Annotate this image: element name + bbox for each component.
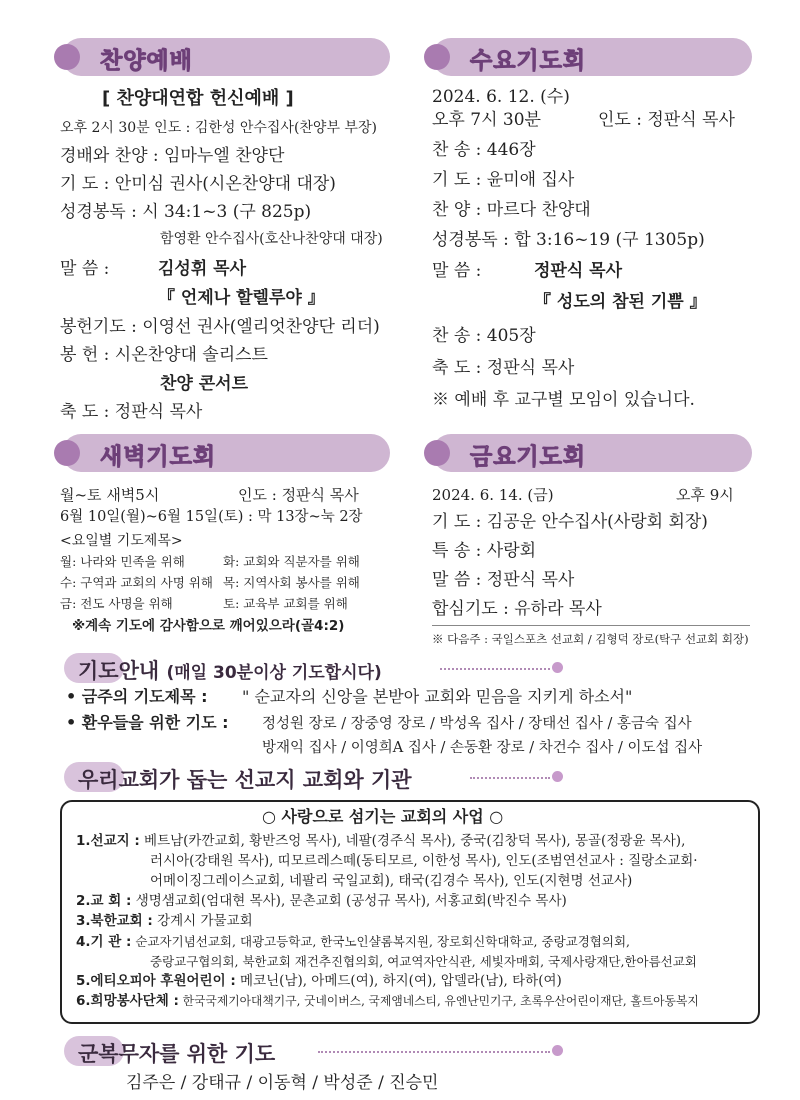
mission-row: 러시아(강태원 목사), 띠모르레스떼(동티모르, 이한성 목사), 인도(조범연선교사 : 질랑소교회· (150, 853, 698, 869)
mission-row: 3.북한교회 : 강계시 가물교회 (76, 913, 253, 929)
friday-header (432, 434, 752, 472)
military-title: 군복무자를 위한 기도 (78, 1042, 276, 1066)
prayer-topic-label: • 금주의 기도제목 : (66, 687, 208, 706)
worship-line: 경배와 찬양 : 임마누엘 찬양단 (60, 146, 285, 166)
friday-line: 기 도 : 김공운 안수집사(사랑회 회장) (432, 512, 708, 532)
friday-divider (432, 625, 750, 626)
worship-time: 오후 2시 30분 인도 : 김한성 안수집사(찬양부 부장) (60, 120, 377, 136)
dawn-topic: 화: 교회와 직분자를 위해 (223, 554, 360, 569)
friday-date: 2024. 6. 14. (금) (432, 486, 554, 504)
friday-next: ※ 다음주 : 국일스포츠 선교회 / 김형덕 장로(탁구 선교회 회장) (432, 632, 749, 646)
prayer-guide-heading (78, 655, 382, 685)
wednesday-line: 기 도 : 윤미애 집사 (432, 170, 575, 190)
missions-title: 우리교회가 돕는 선교지 교회와 기관 (78, 768, 412, 792)
wednesday-line: 찬 양 : 마르다 찬양대 (432, 200, 591, 220)
friday-line: 합심기도 : 유하라 목사 (432, 599, 602, 619)
header-dot-icon (424, 440, 450, 466)
friday-title: 금요기도회 (470, 444, 587, 470)
dawn-topic: 금: 전도 사명을 위해 (60, 596, 173, 611)
sick-prayer-names: 정성원 장로 / 장중영 장로 / 박성옥 집사 / 장태선 집사 / 홍금숙 집사 (262, 716, 692, 732)
wednesday-line: 찬 송 : 405장 (432, 326, 536, 346)
wednesday-date: 2024. 6. 12. (수) (432, 87, 570, 107)
worship-line: 기 도 : 안미심 권사(시온찬양대 대장) (60, 174, 336, 194)
wednesday-sermon-title: 『 성도의 참된 기쁨 』 (534, 292, 707, 312)
wednesday-header (432, 38, 752, 76)
dawn-topic: 월: 나라와 민족을 위해 (60, 554, 185, 569)
wednesday-line: 말 씀 : (432, 261, 482, 281)
prayer-topic-text: " 순교자의 신앙을 본받아 교회와 믿음을 지키게 하소서" (242, 687, 633, 706)
worship-sermon-title: 『 언제나 할렐루야 』 (158, 288, 325, 308)
worship-line: 봉 헌 : 시온찬양대 솔리스트 (60, 345, 268, 365)
worship-line: 봉헌기도 : 이영선 권사(엘리엇찬양단 리더) (60, 317, 380, 337)
worship-line: 축 도 : 정판식 목사 (60, 402, 203, 422)
mission-row: 6.희망봉사단체 : 한국국제기아대책기구, 굿네이버스, 국제앰네스티, 유엔난민기구, 초록우산어린이재단, 홀트아동복지 (76, 993, 699, 1009)
dawn-leader: 인도 : 정판식 목사 (238, 486, 359, 504)
mission-row: 5.에티오피아 후원어린이 : 메코닌(남), 아메드(여), 하지(여), 압델라(남), 타하(여) (76, 973, 562, 989)
wednesday-title: 수요기도회 (470, 48, 587, 74)
dawn-topics-header: <요일별 기도제목> (60, 533, 183, 549)
leader-end-dot (552, 771, 563, 782)
dotted-leader (470, 777, 550, 779)
worship-line: 성경봉독 : 시 34:1~3 (구 825p) (60, 202, 312, 222)
worship-preacher: 김성휘 목사 (158, 259, 247, 279)
wednesday-leader: 인도 : 정판식 목사 (598, 110, 735, 130)
friday-time: 오후 9시 (676, 486, 734, 504)
mission-row: 4.기 관 : 순교자기념선교회, 대광고등학교, 한국노인샬롬복지원, 장로회신학대학교, 중랑교경협의회, (76, 934, 631, 950)
worship-title: 찬양예배 (100, 48, 193, 74)
wednesday-line: 찬 송 : 446장 (432, 140, 536, 160)
header-dot-icon (54, 44, 80, 70)
header-dot-icon (54, 440, 80, 466)
header-dot-icon (424, 44, 450, 70)
dotted-leader (440, 668, 550, 670)
mission-row: 2.교 회 : 생명샘교회(엄대현 목사), 문촌교회 (공성규 목사), 서홍교회(박진수 목사) (76, 893, 567, 909)
dawn-topic: 목: 지역사회 봉사를 위해 (223, 575, 360, 590)
mission-row: 중랑교구협의회, 북한교회 재건추진협의회, 여교역자안식관, 세빛자매회, 국제사랑재단,한아름선교회 (150, 954, 697, 969)
dawn-title: 새벽기도회 (100, 444, 217, 470)
mission-row: 어메이징그레이스교회, 네팔리 국일교회), 태국(김경수 목사), 인도(지현명 선교사) (150, 873, 633, 889)
worship-line: 함영환 안수집사(호산나찬양대 대장) (160, 231, 383, 247)
leader-end-dot (552, 662, 563, 673)
military-names: 김주은 / 강태규 / 이동혁 / 박성준 / 진승민 (126, 1073, 439, 1093)
missions-box-title: ○ 사랑으로 섬기는 교회의 사업 ○ (262, 807, 504, 826)
dawn-days: 월~토 새벽5시 (60, 486, 160, 504)
sick-prayer-label: • 환우들을 위한 기도 : (66, 713, 229, 732)
worship-line: 말 씀 : (60, 259, 110, 279)
dawn-header (62, 434, 390, 472)
worship-concert: 찬양 콘서트 (160, 374, 249, 394)
friday-line: 말 씀 : 정판식 목사 (432, 570, 575, 590)
prayer-guide-title: 기도안내 (78, 659, 160, 683)
wednesday-note: ※ 예배 후 교구별 모임이 있습니다. (432, 390, 695, 410)
wednesday-preacher: 정판식 목사 (534, 261, 623, 281)
prayer-guide-subtitle: (매일 30분이상 기도합시다) (166, 663, 382, 683)
mission-row: 1.선교지 : 베트남(카깐교회, 황반즈엉 목사), 네팔(경주식 목사), 중국(김창덕 목사), 몽골(정광윤 목사), (76, 833, 686, 849)
dawn-topic: 토: 교육부 교회를 위해 (223, 596, 348, 611)
dawn-verse: ※계속 기도에 감사함으로 깨어있으라(골4:2) (72, 618, 345, 634)
sick-prayer-names: 방재익 집사 / 이영희A 집사 / 손동환 장로 / 차건수 집사 / 이도섭 집사 (262, 740, 703, 756)
dawn-topic: 수: 구역과 교회의 사명 위해 (60, 575, 213, 590)
wednesday-line: 성경봉독 : 합 3:16~19 (구 1305p) (432, 230, 705, 250)
leader-end-dot (552, 1045, 563, 1056)
wednesday-time: 오후 7시 30분 (432, 110, 541, 130)
friday-line: 특 송 : 사랑회 (432, 541, 537, 561)
worship-header (62, 38, 390, 76)
dotted-leader (318, 1051, 550, 1053)
dawn-range: 6월 10일(월)~6월 15일(토) : 막 13장~눅 2장 (60, 509, 363, 525)
wednesday-line: 축 도 : 정판식 목사 (432, 358, 575, 378)
worship-service-title: [ 찬양대연합 헌신예배 ] (102, 88, 294, 109)
